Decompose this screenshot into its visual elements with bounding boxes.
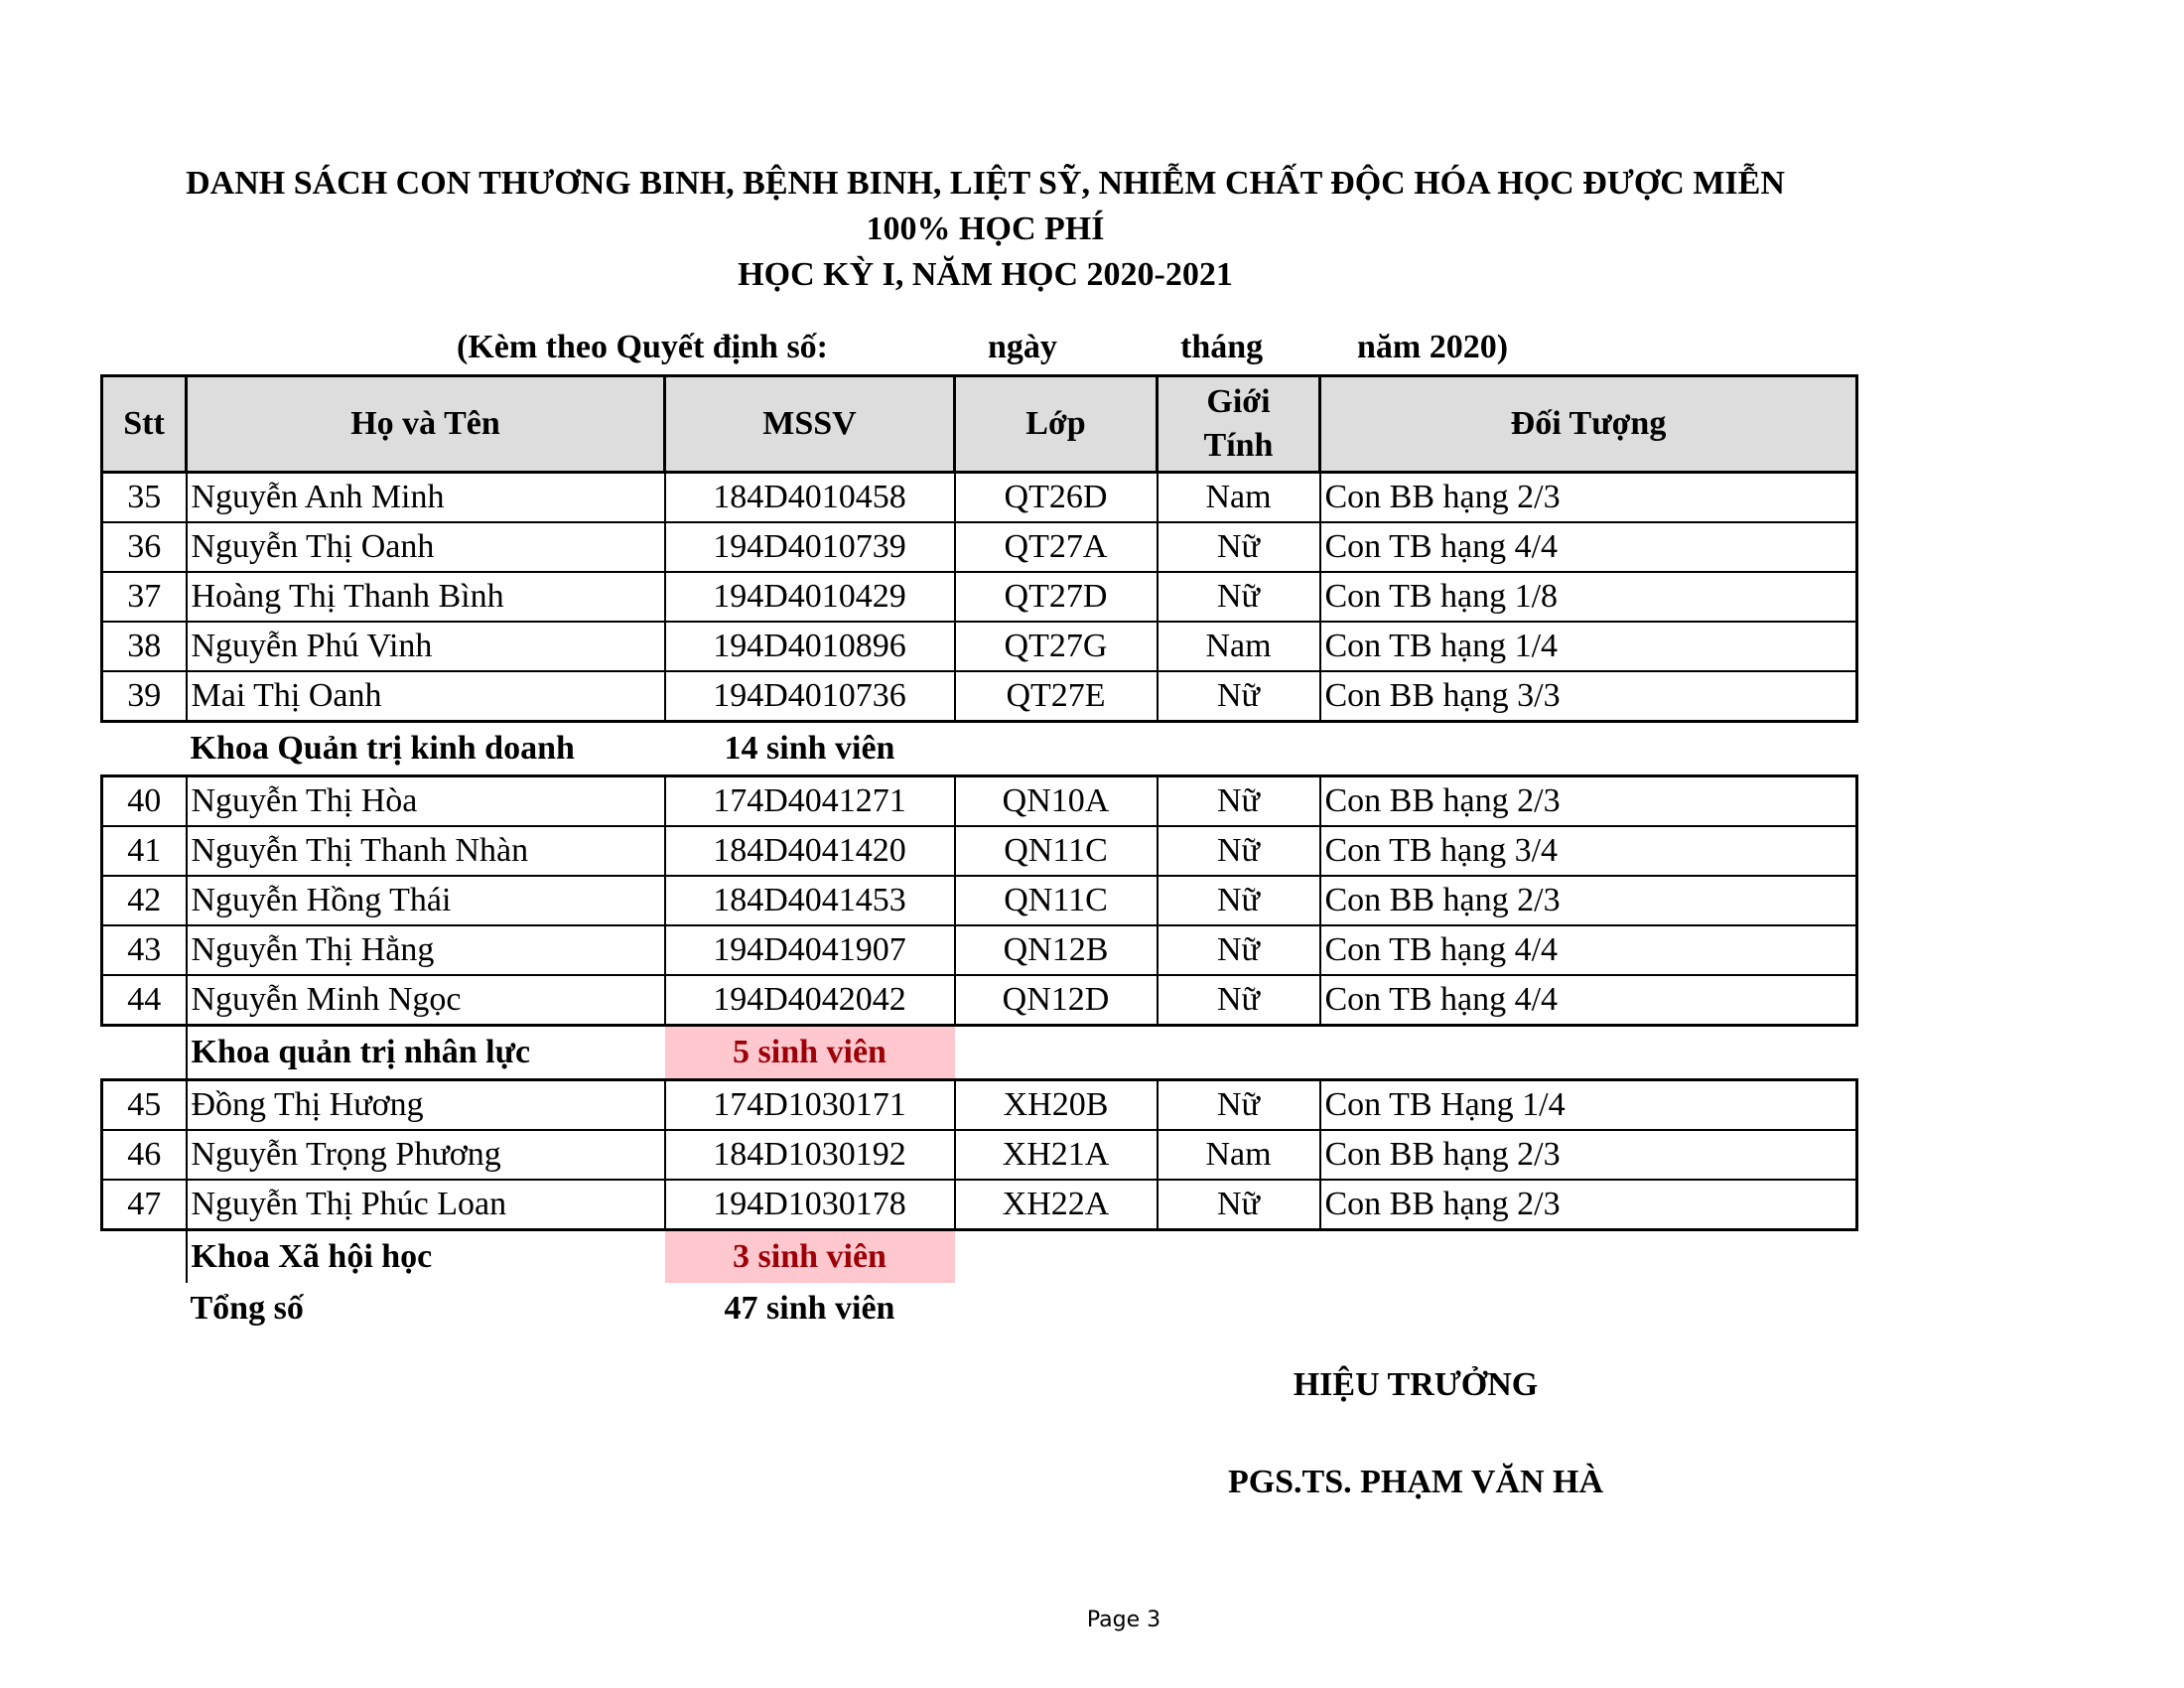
summary-student-count: 5 sinh viên bbox=[665, 1026, 955, 1080]
cell-stt: 41 bbox=[102, 826, 187, 876]
summary-empty-rest bbox=[955, 1026, 1857, 1080]
cell-category: Con BB hạng 2/3 bbox=[1320, 473, 1857, 523]
header-class: Lớp bbox=[955, 376, 1158, 473]
summary-student-count: 14 sinh viên bbox=[724, 730, 895, 767]
cell-gender: Nữ bbox=[1158, 925, 1320, 975]
cell-class: QT27E bbox=[955, 671, 1158, 722]
cell-class: QT26D bbox=[955, 473, 1158, 523]
cell-gender: Nam bbox=[1158, 473, 1320, 523]
summary-empty-stt bbox=[102, 1026, 187, 1080]
table-row bbox=[102, 671, 1857, 722]
header-mssv: MSSV bbox=[665, 376, 955, 473]
reference-month: tháng bbox=[1180, 329, 1264, 365]
faculty-summary-row bbox=[102, 1230, 1857, 1284]
cell-mssv: 184D4041420 bbox=[665, 826, 955, 876]
cell-category: Con TB hạng 1/4 bbox=[1320, 622, 1857, 671]
cell-gender: Nữ bbox=[1158, 572, 1320, 622]
total-label: Tổng số bbox=[190, 1290, 304, 1327]
faculty-summary-row bbox=[102, 722, 1857, 776]
cell-stt: 45 bbox=[102, 1080, 187, 1131]
cell-name: Hoàng Thị Thanh Bình bbox=[187, 572, 665, 622]
document-title-line-2: 100% HỌC PHÍ bbox=[866, 211, 1105, 247]
cell-mssv: 194D4010739 bbox=[665, 522, 955, 572]
cell-stt: 42 bbox=[102, 876, 187, 925]
header-gender bbox=[1158, 376, 1320, 473]
cell-name: Nguyễn Hồng Thái bbox=[187, 876, 665, 925]
summary-faculty-name: Khoa Xã hội học bbox=[187, 1230, 665, 1284]
cell-gender: Nữ bbox=[1158, 876, 1320, 925]
cell-mssv: 184D4010458 bbox=[665, 473, 955, 523]
cell-gender: Nam bbox=[1158, 1130, 1320, 1180]
cell-class: XH21A bbox=[955, 1130, 1158, 1180]
cell-gender: Nữ bbox=[1158, 975, 1320, 1026]
cell-name: Mai Thị Oanh bbox=[187, 671, 665, 722]
cell-mssv: 184D1030192 bbox=[665, 1130, 955, 1180]
cell-mssv: 194D4042042 bbox=[665, 975, 955, 1026]
cell-stt: 38 bbox=[102, 622, 187, 671]
cell-name: Đồng Thị Hương bbox=[187, 1080, 665, 1131]
cell-gender: Nữ bbox=[1158, 826, 1320, 876]
cell-name: Nguyễn Anh Minh bbox=[187, 473, 665, 523]
document-title-line-3: HỌC KỲ I, NĂM HỌC 2020-2021 bbox=[738, 256, 1233, 293]
cell-gender: Nam bbox=[1158, 622, 1320, 671]
summary-empty-rest bbox=[955, 1230, 1857, 1284]
table-row bbox=[102, 876, 1857, 925]
total-count: 47 sinh viên bbox=[724, 1290, 895, 1327]
cell-name: Nguyễn Thị Hòa bbox=[187, 776, 665, 827]
total-row bbox=[102, 1283, 1857, 1335]
cell-class: QN12B bbox=[955, 925, 1158, 975]
cell-class: QT27A bbox=[955, 522, 1158, 572]
table-row bbox=[102, 826, 1857, 876]
cell-stt: 44 bbox=[102, 975, 187, 1026]
cell-name: Nguyễn Minh Ngọc bbox=[187, 975, 665, 1026]
reference-year: năm 2020) bbox=[1357, 329, 1509, 365]
table-row bbox=[102, 572, 1857, 622]
cell-class: QN11C bbox=[955, 876, 1158, 925]
summary-empty-stt bbox=[102, 722, 187, 776]
cell-mssv: 194D4041907 bbox=[665, 925, 955, 975]
student-table bbox=[100, 374, 1858, 1335]
cell-category: Con TB hạng 4/4 bbox=[1320, 522, 1857, 572]
cell-stt: 39 bbox=[102, 671, 187, 722]
cell-name: Nguyễn Thị Phúc Loan bbox=[187, 1180, 665, 1230]
cell-name: Nguyễn Trọng Phương bbox=[187, 1130, 665, 1180]
cell-stt: 40 bbox=[102, 776, 187, 827]
cell-gender: Nữ bbox=[1158, 776, 1320, 827]
summary-faculty-name: Khoa quản trị nhân lực bbox=[187, 1026, 665, 1080]
total-empty-stt bbox=[102, 1283, 187, 1335]
summary-empty-rest bbox=[955, 722, 1857, 776]
summary-empty-stt bbox=[102, 1230, 187, 1284]
cell-mssv: 174D4041271 bbox=[665, 776, 955, 827]
cell-class: QT27G bbox=[955, 622, 1158, 671]
header-stt: Stt bbox=[102, 376, 187, 473]
table-row bbox=[102, 1180, 1857, 1230]
table-row bbox=[102, 776, 1857, 827]
cell-stt: 35 bbox=[102, 473, 187, 523]
cell-gender: Nữ bbox=[1158, 522, 1320, 572]
cell-stt: 46 bbox=[102, 1130, 187, 1180]
header-gender-line-2: Tính bbox=[1203, 427, 1274, 464]
cell-category: Con BB hạng 3/3 bbox=[1320, 671, 1857, 722]
cell-category: Con BB hạng 2/3 bbox=[1320, 876, 1857, 925]
summary-faculty-name: Khoa Quản trị kinh doanh bbox=[190, 730, 575, 767]
cell-gender: Nữ bbox=[1158, 671, 1320, 722]
cell-stt: 47 bbox=[102, 1180, 187, 1230]
cell-mssv: 194D1030178 bbox=[665, 1180, 955, 1230]
table-row bbox=[102, 522, 1857, 572]
cell-stt: 43 bbox=[102, 925, 187, 975]
cell-category: Con TB hạng 3/4 bbox=[1320, 826, 1857, 876]
table-row bbox=[102, 1130, 1857, 1180]
header-name: Họ và Tên bbox=[187, 376, 665, 473]
reference-decision: (Kèm theo Quyết định số: bbox=[457, 329, 828, 365]
cell-stt: 36 bbox=[102, 522, 187, 572]
cell-category: Con BB hạng 2/3 bbox=[1320, 776, 1857, 827]
table-row bbox=[102, 473, 1857, 523]
page-number: Page 3 bbox=[1086, 1608, 1161, 1632]
cell-mssv: 174D1030171 bbox=[665, 1080, 955, 1131]
cell-name: Nguyễn Thị Hằng bbox=[187, 925, 665, 975]
cell-category: Con BB hạng 2/3 bbox=[1320, 1130, 1857, 1180]
cell-category: Con TB hạng 4/4 bbox=[1320, 925, 1857, 975]
cell-mssv: 184D4041453 bbox=[665, 876, 955, 925]
cell-mssv: 194D4010429 bbox=[665, 572, 955, 622]
header-gender-line-1: Giới bbox=[1206, 383, 1271, 420]
cell-name: Nguyễn Thị Oanh bbox=[187, 522, 665, 572]
cell-class: XH22A bbox=[955, 1180, 1158, 1230]
signature-name: PGS.TS. PHẠM VĂN HÀ bbox=[1227, 1464, 1604, 1500]
cell-class: QN11C bbox=[955, 826, 1158, 876]
cell-category: Con TB Hạng 1/4 bbox=[1320, 1080, 1857, 1131]
reference-day: ngày bbox=[988, 329, 1057, 365]
table-row bbox=[102, 622, 1857, 671]
signature-title: HIỆU TRƯỞNG bbox=[1293, 1366, 1539, 1403]
cell-gender: Nữ bbox=[1158, 1080, 1320, 1131]
cell-category: Con TB hạng 1/8 bbox=[1320, 572, 1857, 622]
table-row bbox=[102, 975, 1857, 1026]
table-row bbox=[102, 1080, 1857, 1131]
summary-student-count: 3 sinh viên bbox=[665, 1230, 955, 1284]
total-empty-rest bbox=[955, 1283, 1857, 1335]
cell-name: Nguyễn Phú Vinh bbox=[187, 622, 665, 671]
cell-class: QT27D bbox=[955, 572, 1158, 622]
cell-category: Con TB hạng 4/4 bbox=[1320, 975, 1857, 1026]
cell-name: Nguyễn Thị Thanh Nhàn bbox=[187, 826, 665, 876]
header-category: Đối Tượng bbox=[1320, 376, 1857, 473]
document-title-line-1: DANH SÁCH CON THƯƠNG BINH, BỆNH BINH, LIỆT SỸ, NHIỄM CHẤT ĐỘC HÓA HỌC ĐƯỢC MIỄN bbox=[186, 165, 1785, 202]
faculty-summary-row bbox=[102, 1026, 1857, 1080]
cell-mssv: 194D4010896 bbox=[665, 622, 955, 671]
cell-stt: 37 bbox=[102, 572, 187, 622]
cell-class: QN12D bbox=[955, 975, 1158, 1026]
table-header-row bbox=[102, 376, 1857, 473]
cell-class: XH20B bbox=[955, 1080, 1158, 1131]
cell-class: QN10A bbox=[955, 776, 1158, 827]
cell-category: Con BB hạng 2/3 bbox=[1320, 1180, 1857, 1230]
table-row bbox=[102, 925, 1857, 975]
cell-mssv: 194D4010736 bbox=[665, 671, 955, 722]
cell-gender: Nữ bbox=[1158, 1180, 1320, 1230]
